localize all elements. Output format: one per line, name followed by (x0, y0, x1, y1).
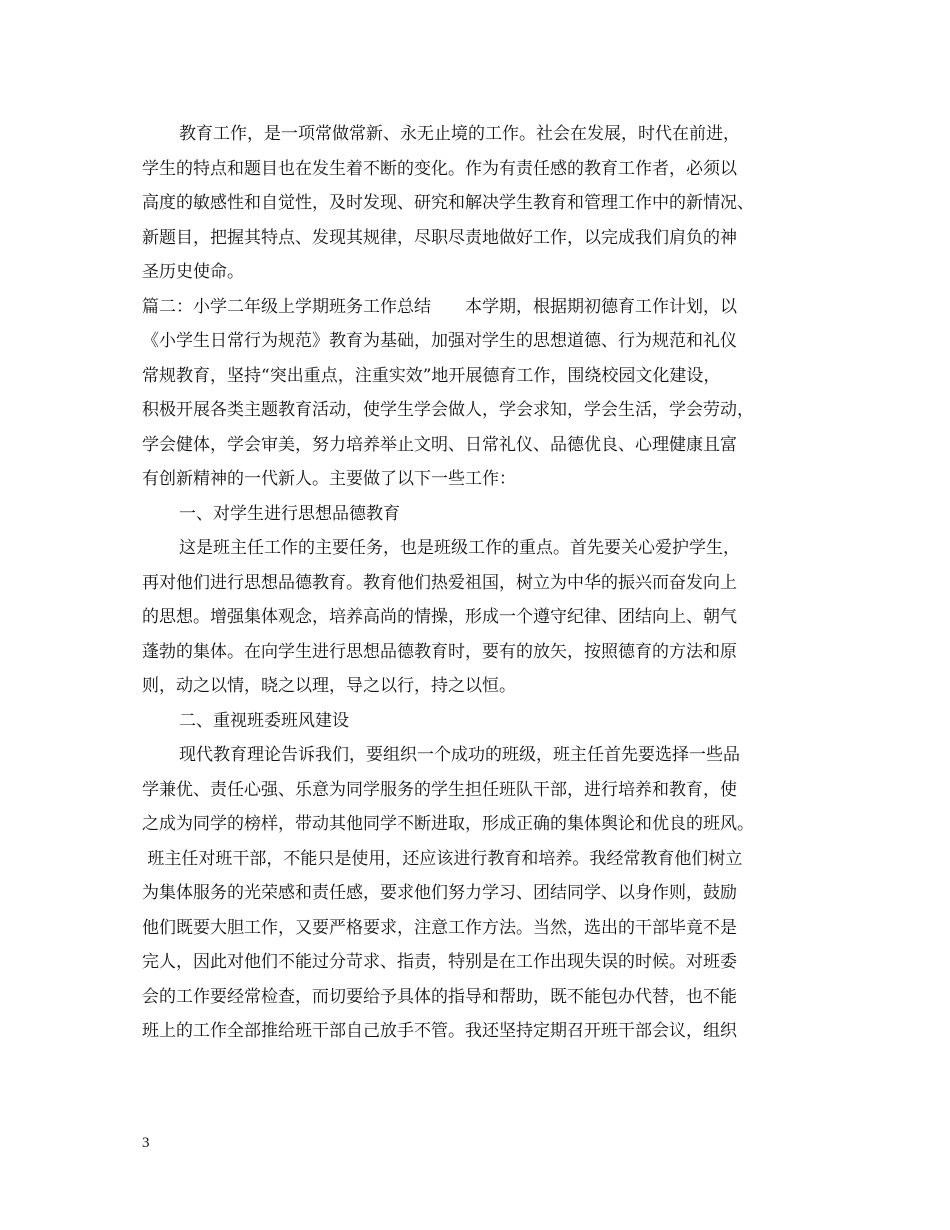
text-line: 圣历史使命。 (142, 262, 244, 282)
text-line: 有创新精神的一代新人。主要做了以下一些工作： (142, 469, 516, 489)
text-line: 这是班主任工作的主要任务，也是班级工作的重点。首先要关心爱护学生， (179, 538, 740, 558)
text-line: 《小学生日常行为规范》教育为基础，加强对学生的思想道德、行为规范和礼仪 (142, 331, 737, 351)
text-line: 蓬勃的集体。在向学生进行思想品德教育时，要有的放矢，按照德育的方法和原 (142, 641, 737, 662)
text-line: 会的工作要经常检查，而切要给予具体的指导和帮助，既不能包办代替，也不能 (142, 986, 737, 1007)
section-heading-2 (142, 704, 810, 739)
text-line: 学生的特点和题目也在发生着不断的变化。作为有责任感的教育工作者，必须以 (142, 158, 737, 179)
text-line: 学兼优、责任心强、乐意为同学服务的学生担任班队干部，进行培养和教育，使 (142, 779, 737, 800)
paragraph-4 (142, 738, 810, 1049)
text-line: 则，动之以情，晓之以理，导之以行，持之以恒。 (142, 676, 516, 696)
text-line: 篇二：小学二年级上学期班务工作总结 本学期，根据期初德育工作计划，以 (142, 296, 737, 317)
text-line: 的思想。增强集体观念，培养高尚的情操，形成一个遵守纪律、团结向上、朝气 (142, 607, 737, 627)
text-line: 学会健体，学会审美，努力培养举止文明、日常礼仪、品德优良、心理健康且富 (142, 434, 737, 455)
text-line: 班上的工作全部推给班干部自己放手不管。我还坚持定期召开班干部会议，组织 (142, 1021, 737, 1041)
page-number: 3 (142, 1135, 150, 1151)
document-body (142, 117, 810, 1049)
section-heading-1 (142, 497, 810, 532)
heading-line: 一、对学生进行思想品德教育 (179, 503, 400, 524)
text-line: 现代教育理论告诉我们，要组织一个成功的班级，班主任首先要选择一些品 (179, 745, 740, 765)
text-line: 积极开展各类主题教育活动，使学生学会做人，学会求知，学会生活，学会劳动， (142, 400, 754, 420)
text-line: 他们既要大胆工作，又要严格要求，注意工作方法。当然，选出的干部毕竟不是 (142, 917, 737, 938)
text-line: 完人，因此对他们不能过分苛求、指责，特别是在工作出现失误的时候。对班委 (142, 952, 737, 972)
text-line: 为集体服务的光荣感和责任感，要求他们努力学习、团结同学、以身作则，鼓励 (142, 883, 737, 903)
paragraph-2 (142, 290, 810, 497)
paragraph-3 (142, 531, 810, 704)
text-line: 教育工作，是一项常做常新、永无止境的工作。社会在发展，时代在前进， (179, 124, 740, 144)
text-line: 高度的敏感性和自觉性，及时发现、研究和解决学生教育和管理工作中的新情况、 (142, 193, 754, 213)
text-line: 常规教育，坚持“突出重点，注重实效”地开展德育工作，围绕校园文化建设， (142, 365, 721, 386)
paragraph-1 (142, 117, 810, 290)
text-line: 新题目，把握其特点、发现其规律，尽职尽责地做好工作，以完成我们肩负的神 (142, 227, 737, 248)
heading-line: 二、重视班委班风建设 (179, 710, 349, 731)
text-line: 再对他们进行思想品德教育。教育他们热爱祖国，树立为中华的振兴而奋发向上 (142, 572, 737, 593)
text-line: 之成为同学的榜样，带动其他同学不断进取，形成正确的集体舆论和优良的班风。 (142, 814, 754, 834)
text-line: 班主任对班干部，不能只是使用，还应该进行教育和培养。我经常教育他们树立 (142, 848, 743, 869)
